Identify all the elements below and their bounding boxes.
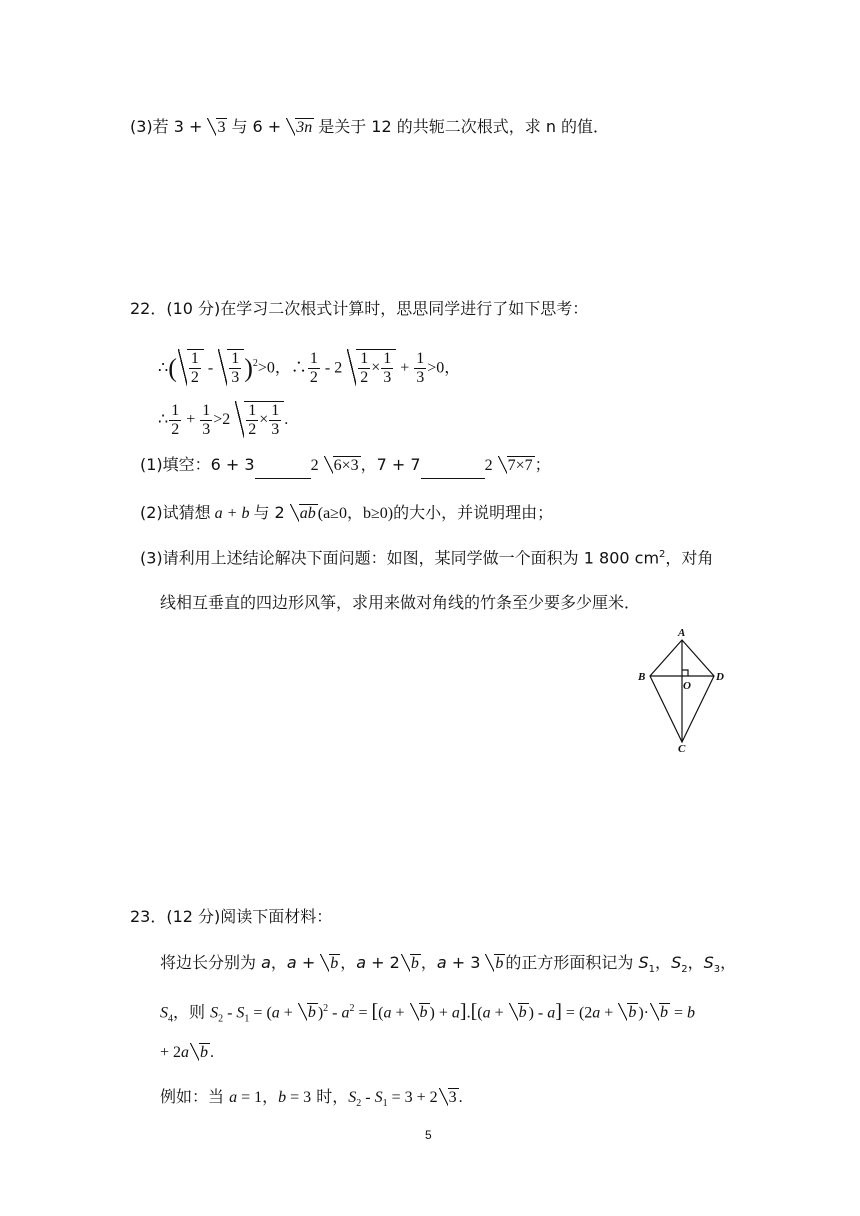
q22-guess-expr: a + b	[214, 505, 250, 522]
kite-figure	[630, 624, 740, 754]
q22-derivation-2: ∴ $\frac{1}{2}$ + $\frac{1}{3}$ >2 $\frac{1}{2}$ × $\frac{1}{3}$ .	[158, 401, 289, 438]
q22-guess-suffix: 的大小，并说明理由；	[393, 503, 554, 522]
q22-fill-root1: 6×3	[333, 457, 359, 474]
q22-header: 22．(10 分)在学习二次根式计算时，思思同学进行了如下思考：	[130, 299, 589, 318]
q21-part3-suffix: 是关于 12 的共轭二次根式，求 n 的值．	[318, 117, 610, 136]
right-angle-mark	[682, 670, 688, 676]
page-number: 5	[425, 1128, 432, 1142]
q23-header: 23．(12 分)阅读下面材料：	[130, 907, 333, 926]
q22-fill-a: 2	[310, 457, 319, 474]
q22-derivation-1: ∴( $\frac{1}{2}$ - $\frac{1}{3}$ )$^2$>0，∴ $\frac{1}{2}$ - 2 $\frac{1}{2}$ × $\frac{1}{3}$ + $\frac{1}{3}$ >0，	[158, 350, 461, 387]
q22-fill-label: (1)填空：6 + 3	[140, 455, 255, 474]
q22-part2	[140, 500, 553, 527]
fill-blank-2[interactable]	[421, 460, 485, 479]
q21-part3-prefix: (3)若 3 +	[130, 117, 203, 136]
q23-line2: $S_4$，则 $S_2 - S_1 = (a + b$ )$^2 - a^2 = [(a + b$ ) + a].[(a + b ) - a] = (2a + b )· b = b	[160, 1000, 695, 1025]
label-o: O	[683, 680, 691, 692]
label-c: C	[678, 743, 686, 754]
q22-part3-line2: 线相互垂直的四边形风筝，求用来做对角线的竹条至少要多少厘米．	[160, 593, 641, 612]
q22-guess-prefix: (2)试猜想	[140, 503, 211, 522]
q22-part3-line1	[140, 542, 713, 571]
q21-root2: 3n	[296, 119, 313, 136]
q21-root1: 3	[217, 119, 226, 136]
q22-fill-b: 2	[484, 457, 493, 474]
q22-guess-with: 与 2	[253, 503, 285, 522]
q22-fill-end: ；	[534, 455, 551, 474]
q22-guess-root: ab	[299, 505, 316, 522]
q23-line1: 将边长分别为 a，a + b ，a + 2 b ，a + 3 b 的正方形面积记为 $S_1$，$S_2$，$S_3$，	[160, 953, 737, 976]
q22-part3-sup: 2	[659, 549, 666, 560]
fill-blank-1[interactable]	[255, 460, 311, 479]
q22-part3-end: ，对角	[665, 548, 714, 568]
q22-fill-root2: 7×7	[507, 457, 533, 474]
q22-part1	[140, 452, 551, 479]
q22-part3-text: (3)请利用上述结论解决下面问题：如图，某同学做一个面积为 1 800 cm	[140, 548, 660, 568]
q21-part3-mid: 与 6 +	[231, 117, 282, 136]
q21-part3	[130, 114, 609, 141]
label-d: D	[716, 671, 724, 683]
q23-example: 例如：当 a = 1，b = 3 时，$S_2 - S_1 = 3 + 2$ 3 .	[160, 1087, 463, 1110]
q22-fill-mid: ，7 + 7	[360, 455, 421, 474]
q23-line3: + 2a b .	[160, 1044, 215, 1061]
label-b: B	[638, 671, 646, 683]
q22-guess-cond: (a≥0，b≥0)	[317, 505, 394, 522]
label-a: A	[678, 627, 686, 639]
